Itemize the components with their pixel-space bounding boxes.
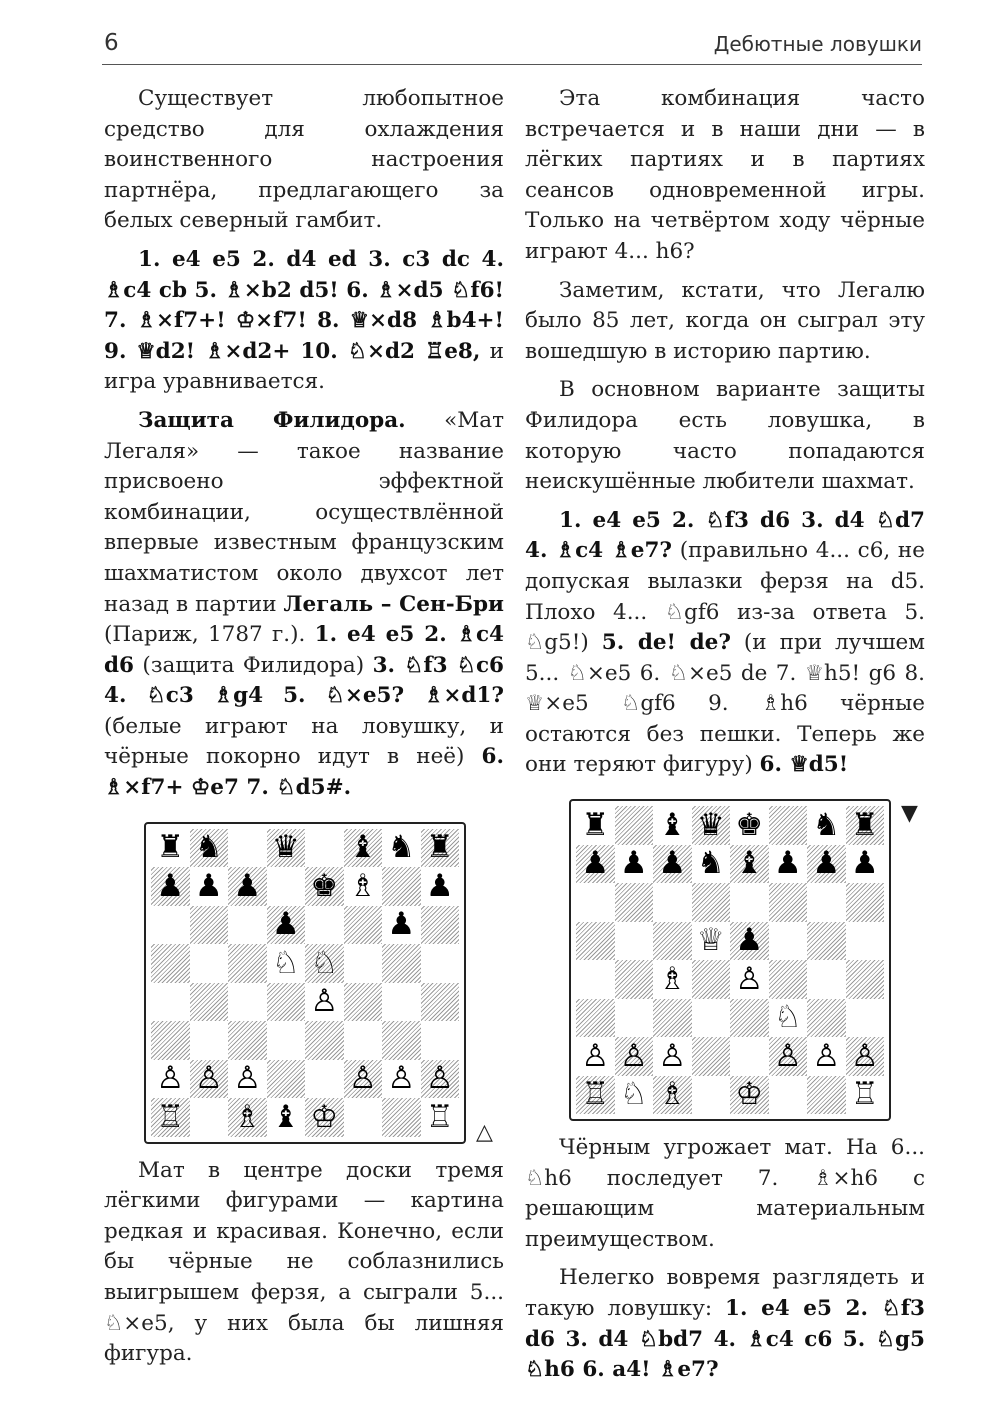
square-h5 [846, 922, 885, 961]
square-d3 [692, 999, 731, 1038]
square-b7 [615, 845, 654, 884]
square-e3 [305, 1021, 344, 1060]
trap-line-paragraph [525, 506, 925, 781]
move-text: 6. ♗×f7+ ♔e7 7. ♘d5#. [104, 744, 504, 801]
square-a5 [576, 922, 615, 961]
square-a4 [151, 983, 190, 1022]
trap-intro-paragraph: В основном варианте защиты Филидора есть ловушка, в которую часто попадаются неискушённые любители шахмат. [525, 377, 925, 495]
square-c8 [228, 829, 267, 868]
square-b6 [190, 906, 229, 945]
chess-piece-icon: ♙ [194, 1060, 223, 1097]
paragraph-text: Нелегко вовремя разглядеть и такую ловушку: [525, 1265, 925, 1322]
square-c7 [653, 845, 692, 884]
square-b1 [190, 1098, 229, 1137]
square-c3 [228, 1021, 267, 1060]
chess-piece-icon: ♜ [581, 806, 610, 843]
square-c4 [653, 960, 692, 999]
square-f5 [344, 944, 383, 983]
chess-piece-icon: ♞ [812, 806, 841, 843]
square-h3 [421, 1021, 460, 1060]
square-g5 [382, 944, 421, 983]
square-d6 [692, 883, 731, 922]
square-c5 [228, 944, 267, 983]
square-c7 [228, 867, 267, 906]
square-e6 [305, 906, 344, 945]
square-c6 [228, 906, 267, 945]
chess-piece-icon: ♜ [156, 829, 185, 866]
chess-piece-icon: ♔ [310, 1098, 339, 1135]
square-e2 [730, 1037, 769, 1076]
square-f8 [769, 806, 808, 845]
square-h2 [846, 1037, 885, 1076]
intro-paragraph: Существует любопытное средство для охлаждения воинственного настроения партнёра, предлагающего за белых северный гамбит. [104, 86, 504, 234]
gambit-line-paragraph [104, 245, 504, 398]
square-d1 [692, 1076, 731, 1115]
square-g6 [382, 906, 421, 945]
square-c3 [653, 999, 692, 1038]
square-c8 [653, 806, 692, 845]
square-a2 [576, 1037, 615, 1076]
chess-piece-icon: ♜ [425, 829, 454, 866]
square-d7 [692, 845, 731, 884]
chess-piece-icon: ♘ [773, 999, 802, 1036]
chess-piece-icon: ♙ [387, 1060, 416, 1097]
chess-piece-icon: ♗ [658, 960, 687, 997]
chess-piece-icon: ♟ [233, 867, 262, 904]
square-e1 [305, 1098, 344, 1137]
square-b2 [615, 1037, 654, 1076]
move-text: 1. e4 e5 2. ♘f3 d6 3. d4 ♘d7 4. ♗c4 ♗e7? [525, 507, 925, 564]
square-a8 [151, 829, 190, 868]
square-d7 [267, 867, 306, 906]
square-d4 [267, 983, 306, 1022]
square-e6 [730, 883, 769, 922]
paragraph-text: (белые играют на ловушку, и чёрные покорно идут в неё) [104, 713, 504, 770]
square-b7 [190, 867, 229, 906]
square-b6 [615, 883, 654, 922]
square-f1 [344, 1098, 383, 1137]
chess-piece-icon: ♟ [812, 845, 841, 882]
square-c2 [653, 1037, 692, 1076]
square-c6 [653, 883, 692, 922]
chess-piece-icon: ♙ [619, 1037, 648, 1074]
page-number: 6 [104, 30, 119, 56]
chess-piece-icon: ♝ [271, 1098, 300, 1135]
paragraph-text: (правильно 4... c6, не допуская вылазки ферзя на d5. Плохо 4... ♘gf6 из-за ответа 5. ♘g5!) [525, 538, 925, 656]
chess-piece-icon: ♞ [696, 845, 725, 882]
move-text: 1. e4 e5 2. ♘f3 d6 3. d4 ♘bd7 4. ♗c4 c6 5. ♘g5 ♘h6 6. a4! ♗e7? [525, 1296, 925, 1383]
square-g1 [382, 1098, 421, 1137]
chess-piece-icon: ♙ [850, 1037, 879, 1074]
chess-piece-icon: ♘ [271, 944, 300, 981]
square-f7 [769, 845, 808, 884]
square-d5 [692, 922, 731, 961]
chess-piece-icon: ♟ [271, 906, 300, 943]
chess-piece-icon: ♗ [233, 1098, 262, 1135]
square-h5 [421, 944, 460, 983]
square-a6 [151, 906, 190, 945]
square-g6 [807, 883, 846, 922]
square-h6 [846, 883, 885, 922]
black-to-move-icon: ▼ [901, 801, 918, 827]
chess-piece-icon: ♟ [773, 845, 802, 882]
square-f2 [344, 1060, 383, 1099]
square-g2 [807, 1037, 846, 1076]
square-f1 [769, 1076, 808, 1115]
chess-piece-icon: ♘ [619, 1076, 648, 1113]
chess-piece-icon: ♖ [850, 1076, 879, 1113]
square-g3 [807, 999, 846, 1038]
square-b3 [190, 1021, 229, 1060]
square-d1 [267, 1098, 306, 1137]
square-f7 [344, 867, 383, 906]
chess-piece-icon: ♙ [425, 1060, 454, 1097]
square-g8 [382, 829, 421, 868]
square-g7 [382, 867, 421, 906]
square-h1 [846, 1076, 885, 1115]
square-g4 [807, 960, 846, 999]
square-b8 [615, 806, 654, 845]
chess-piece-icon: ♙ [658, 1037, 687, 1074]
square-b5 [190, 944, 229, 983]
square-a3 [576, 999, 615, 1038]
square-a2 [151, 1060, 190, 1099]
combination-paragraph: Эта комбинация часто встречается и в наши дни — в лёгких партиях и в партиях сеансов одновременной игры. Только на четвёртом ходу чёрные играют 4... h6? [525, 86, 925, 264]
move-text: 5. de! de? [601, 630, 731, 656]
square-e2 [305, 1060, 344, 1099]
chess-piece-icon: ♙ [233, 1060, 262, 1097]
square-h6 [421, 906, 460, 945]
square-c1 [653, 1076, 692, 1115]
square-a4 [576, 960, 615, 999]
square-f8 [344, 829, 383, 868]
square-d3 [267, 1021, 306, 1060]
square-f6 [769, 883, 808, 922]
chess-piece-icon: ♝ [735, 845, 764, 882]
chess-piece-icon: ♜ [850, 806, 879, 843]
paragraph-text: (защита Филидора) [134, 652, 373, 678]
right-column [525, 84, 925, 1394]
chess-piece-icon: ♟ [850, 845, 879, 882]
chess-piece-icon: ♝ [658, 806, 687, 843]
square-h4 [846, 960, 885, 999]
chess-piece-icon: ♚ [310, 867, 339, 904]
square-e8 [305, 829, 344, 868]
chess-piece-icon: ♟ [387, 906, 416, 943]
square-a7 [151, 867, 190, 906]
chess-piece-icon: ♙ [773, 1037, 802, 1074]
square-g5 [807, 922, 846, 961]
paragraph-text: «Мат Легаля» — такое название присвоено эффектной комбинации, осуществлённой впервые известным французским шахматистом около двухсот лет назад в партии [104, 407, 504, 617]
square-h7 [846, 845, 885, 884]
square-h7 [421, 867, 460, 906]
square-f4 [344, 983, 383, 1022]
chess-piece-icon: ♝ [348, 829, 377, 866]
square-d8 [267, 829, 306, 868]
square-d6 [267, 906, 306, 945]
chess-piece-icon: ♟ [581, 845, 610, 882]
square-e1 [730, 1076, 769, 1115]
square-g2 [382, 1060, 421, 1099]
square-b2 [190, 1060, 229, 1099]
second-trap-paragraph [525, 1263, 925, 1385]
square-c1 [228, 1098, 267, 1137]
square-e5 [730, 922, 769, 961]
square-b3 [615, 999, 654, 1038]
square-h2 [421, 1060, 460, 1099]
chess-piece-icon: ♙ [812, 1037, 841, 1074]
chess-piece-icon: ♟ [425, 867, 454, 904]
square-a5 [151, 944, 190, 983]
left-column [104, 84, 504, 1378]
square-f5 [769, 922, 808, 961]
move-text: 6. ♕d5! [759, 752, 849, 778]
chess-piece-icon: ♔ [735, 1076, 764, 1113]
trap-diagram [569, 799, 918, 1121]
running-title: Дебютные ловушки [713, 32, 922, 56]
mate-comment-paragraph: Мат в центре доски тремя лёгкими фигурами — картина редкая и красивая. Конечно, если бы чёрные не соблазнились выигрышем ферзя, а сыграли 5... ♘×e5, у них была бы лишняя фигура. [104, 1157, 504, 1367]
white-to-move-icon: △ [476, 1119, 493, 1145]
chess-piece-icon: ♟ [194, 867, 223, 904]
square-g3 [382, 1021, 421, 1060]
square-g4 [382, 983, 421, 1022]
square-h1 [421, 1098, 460, 1137]
square-b4 [190, 983, 229, 1022]
chess-piece-icon: ♙ [348, 1060, 377, 1097]
section-lead: Защита Филидора. [138, 407, 406, 433]
chess-piece-icon: ♛ [696, 806, 725, 843]
chess-piece-icon: ♘ [310, 944, 339, 981]
chess-board [569, 799, 891, 1121]
chess-piece-icon: ♟ [735, 922, 764, 959]
header-rule [102, 64, 922, 65]
square-h8 [846, 806, 885, 845]
square-b8 [190, 829, 229, 868]
square-e8 [730, 806, 769, 845]
threat-paragraph: Чёрным угрожает мат. На 6... ♘h6 последует 7. ♗×h6 с решающим материальным преимуществом. [525, 1135, 925, 1252]
chess-piece-icon: ♟ [619, 845, 648, 882]
square-f3 [344, 1021, 383, 1060]
square-g1 [807, 1076, 846, 1115]
chess-piece-icon: ♕ [696, 922, 725, 959]
game-players: Легаль – Сен-Бри [283, 591, 504, 617]
chess-board [144, 822, 466, 1144]
chess-piece-icon: ♙ [735, 960, 764, 997]
square-e7 [305, 867, 344, 906]
chess-piece-icon: ♙ [156, 1060, 185, 1097]
square-a6 [576, 883, 615, 922]
chess-piece-icon: ♖ [581, 1076, 610, 1113]
chess-piece-icon: ♞ [194, 829, 223, 866]
square-b4 [615, 960, 654, 999]
square-c5 [653, 922, 692, 961]
paragraph-text: и игра уравнивается. [104, 338, 504, 395]
square-b5 [615, 922, 654, 961]
chess-piece-icon: ♗ [658, 1076, 687, 1113]
chess-piece-icon: ♟ [658, 845, 687, 882]
chess-piece-icon: ♟ [156, 867, 185, 904]
square-e3 [730, 999, 769, 1038]
legal-mate-diagram [144, 822, 493, 1145]
square-f6 [344, 906, 383, 945]
square-a7 [576, 845, 615, 884]
move-text: 3. ♘f3 ♘c6 4. ♘c3 ♗g4 5. ♘×e5? ♗×d1? [104, 652, 504, 709]
square-d5 [267, 944, 306, 983]
square-d2 [692, 1037, 731, 1076]
square-e4 [730, 960, 769, 999]
paragraph-text: (Париж, 1787 г.). [104, 622, 315, 648]
square-f3 [769, 999, 808, 1038]
square-f4 [769, 960, 808, 999]
chess-piece-icon: ♖ [425, 1098, 454, 1135]
philidor-paragraph [104, 406, 504, 804]
square-g7 [807, 845, 846, 884]
move-text: 1. e4 e5 2. ♗c4 d6 [104, 622, 504, 678]
square-d4 [692, 960, 731, 999]
square-a1 [151, 1098, 190, 1137]
square-g8 [807, 806, 846, 845]
chess-piece-icon: ♚ [735, 806, 764, 843]
legal-age-paragraph: Заметим, кстати, что Легалю было 85 лет, когда он сыграл эту вошедшую в историю партию. [525, 277, 925, 364]
square-h8 [421, 829, 460, 868]
square-c4 [228, 983, 267, 1022]
chess-piece-icon: ♞ [387, 829, 416, 866]
paragraph-text: (и при лучшем 5... ♘×e5 6. ♘×e5 de 7. ♕h5! g6 8. ♕×e5 ♘gf6 9. ♗h6 чёрные остаются без пешки. Теперь же они теряют фигуру) [525, 630, 925, 778]
square-c2 [228, 1060, 267, 1099]
chess-piece-icon: ♗ [348, 867, 377, 904]
chess-piece-icon: ♙ [310, 983, 339, 1020]
square-e4 [305, 983, 344, 1022]
square-b1 [615, 1076, 654, 1115]
square-h3 [846, 999, 885, 1038]
square-e7 [730, 845, 769, 884]
square-e5 [305, 944, 344, 983]
square-h4 [421, 983, 460, 1022]
square-a3 [151, 1021, 190, 1060]
square-a1 [576, 1076, 615, 1115]
move-text: 1. e4 e5 2. d4 ed 3. c3 dc 4. ♗c4 cb 5. ♗×b2 d5! 6. ♗×d5 ♘f6! 7. ♗×f7+! ♔×f7! 8. ♕×d8 ♗b4+! 9. ♕d2! ♗×d2+ 10. ♘×d2 ♖e8, [104, 246, 504, 364]
chess-piece-icon: ♛ [271, 829, 300, 866]
square-d8 [692, 806, 731, 845]
square-f2 [769, 1037, 808, 1076]
square-a8 [576, 806, 615, 845]
chess-piece-icon: ♙ [581, 1037, 610, 1074]
chess-piece-icon: ♖ [156, 1098, 185, 1135]
square-d2 [267, 1060, 306, 1099]
